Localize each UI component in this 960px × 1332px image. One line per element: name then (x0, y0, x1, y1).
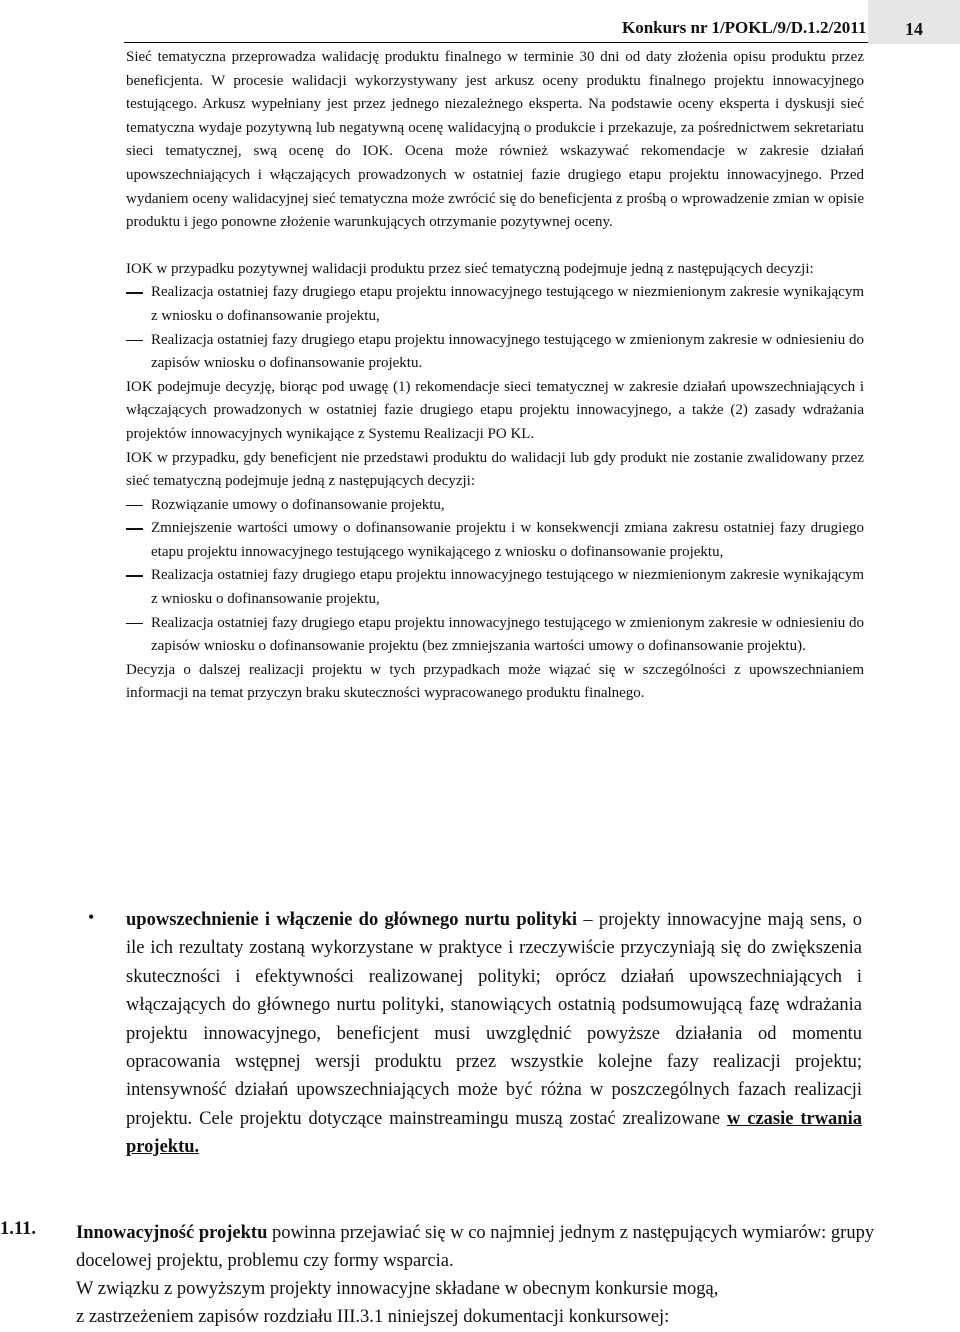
section-line: W związku z powyższym projekty innowacyjne składane w obecnym konkursie mogą, (76, 1279, 719, 1299)
negative-option: Realizacja ostatniej fazy drugiego etapu projektu innowacyjnego testującego w zmienionym zakresie w odniesieniu do zapisów wniosku o dofinansowanie projektu (bez zmniejszania wartości umowy o dofinansowanie projektu). (126, 612, 864, 659)
decision-basis: IOK podejmuje decyzję, biorąc pod uwagę (1) rekomendacje sieci tematycznej w zakresie działań upowszechniających i włączających prowadzonych w ostatniej fazie drugiego etapu projektu innowacyjnego, a także (2) zasady wdrażania projektów innowacyjnych wynikające z Systemu Realizacji PO KL. (126, 378, 864, 442)
bullet-text: – projekty innowacyjne mają sens, o ile ich rezultaty zostaną wykorzystane w praktyce i rzeczywiście przyczyniają się do zwiększenia skuteczności i efektywności realizowanej polityki; oprócz działań upowszechniających i włączających do głównego nurtu polityki, stanowiących ostatnią podsumowującą fazę wdrażania projektu innowacyjnego, beneficjent musi uwzględnić powyższe działania od momentu opracowania wstępnej wersji produktu przez wszystkie kolejne fazy realizacji projektu; intensywność działań upowszechniających może być różna w poszczególnych fazach realizacji projektu. Cele projektu dotyczące mainstreamingu muszą zostać zrealizowane (126, 910, 862, 1129)
section-title: Innowacyjność projektu (76, 1223, 268, 1243)
bullet-icon: • (88, 907, 95, 927)
section-intro (76, 1219, 876, 1275)
bullet-title: upowszechnienie i włączenie do głównego nurtu polityki (126, 910, 578, 930)
section-text: powinna przejawiać się w co najmniej jednym z następujących wymiarów: grupy docelowej projektu, problemu czy formy wsparcia. (76, 1223, 875, 1271)
negative-lead: IOK w przypadku, gdy beneficjent nie przedstawi produktu do walidacji lub gdy produkt nie zostanie zwalidowany przez sieć tematyczną podejmuje jedną z następujących decyzji: (126, 449, 864, 490)
section-number: 1.11. (0, 1219, 36, 1239)
positive-option: Realizacja ostatniej fazy drugiego etapu projektu innowacyjnego testującego w niezmienionym zakresie wynikającym z wniosku o dofinansowanie projektu, (126, 281, 864, 328)
intro-paragraph: Sieć tematyczna przeprowadza walidację produktu finalnego w terminie 30 dni od daty złożenia opisu produktu przez beneficjenta. W procesie walidacji wykorzystywany jest arkusz oceny produktu finalnego projektu innowacyjnego testującego. Arkusz wypełniany jest przez jednego niezależnego eksperta. Na podstawie oceny eksperta i dyskusji sieć tematyczna wydaje pozytywną lub negatywną ocenę walidacyjną o produkcie i przekazuje, za pośrednictwem sekretariatu sieci tematycznej, swą ocenę do IOK. Ocena może również wskazywać rekomendacje w zakresie działań upowszechniających i włączających prowadzonych w ostatniej fazie drugiego etapu projektu innowacyjnego. Przed wydaniem oceny walidacyjnej sieć tematyczna może zwrócić się do beneficjenta z prośbą o wprowadzenie zmian w opisie produktu i jego ponowne złożenie warunkujących otrzymanie pozytywnej oceny. (126, 49, 864, 231)
negative-closing: Decyzja o dalszej realizacji projektu w tych przypadkach może wiązać się w szczególności z upowszechnianiem informacji na temat przyczyn braku skuteczności wypracowanego produktu finalnego. (126, 661, 864, 702)
paragraph-gap (126, 235, 864, 258)
document-reference: Konkurs nr 1/POKL/9/D.1.2/2011 (622, 18, 867, 37)
positive-lead: IOK w przypadku pozytywnej walidacji produktu przez sieć tematyczną podejmuje jedną z następujących decyzji: (126, 260, 814, 277)
section-innovation (76, 1219, 876, 1331)
bullet-emphasis: w czasie trwania projektu. (126, 1108, 862, 1158)
header-rule (124, 42, 868, 43)
positive-option: Realizacja ostatniej fazy drugiego etapu projektu innowacyjnego testującego w zmienionym zakresie w odniesieniu do zapisów wniosku o dofinansowanie projektu. (126, 329, 864, 376)
negative-option: Zmniejszenie wartości umowy o dofinansowanie projektu i w konsekwencji zmiana zakresu ostatniej fazy drugiego etapu projektu innowacyjnego testującego wynikającego z wniosku o dofinansowanie projektu, (126, 517, 864, 564)
main-text (126, 46, 864, 706)
section-line: z zastrzeżeniem zapisów rozdziału III.3.1 niniejszej dokumentacji konkursowej: (76, 1307, 670, 1327)
negative-option: Realizacja ostatniej fazy drugiego etapu projektu innowacyjnego testującego w niezmienionym zakresie wynikającym z wniosku o dofinansowanie projektu, (126, 564, 864, 611)
page-number: 14 (868, 0, 960, 44)
negative-option: Rozwiązanie umowy o dofinansowanie projektu, (126, 494, 864, 518)
mainstreaming-bullet (126, 906, 862, 1162)
